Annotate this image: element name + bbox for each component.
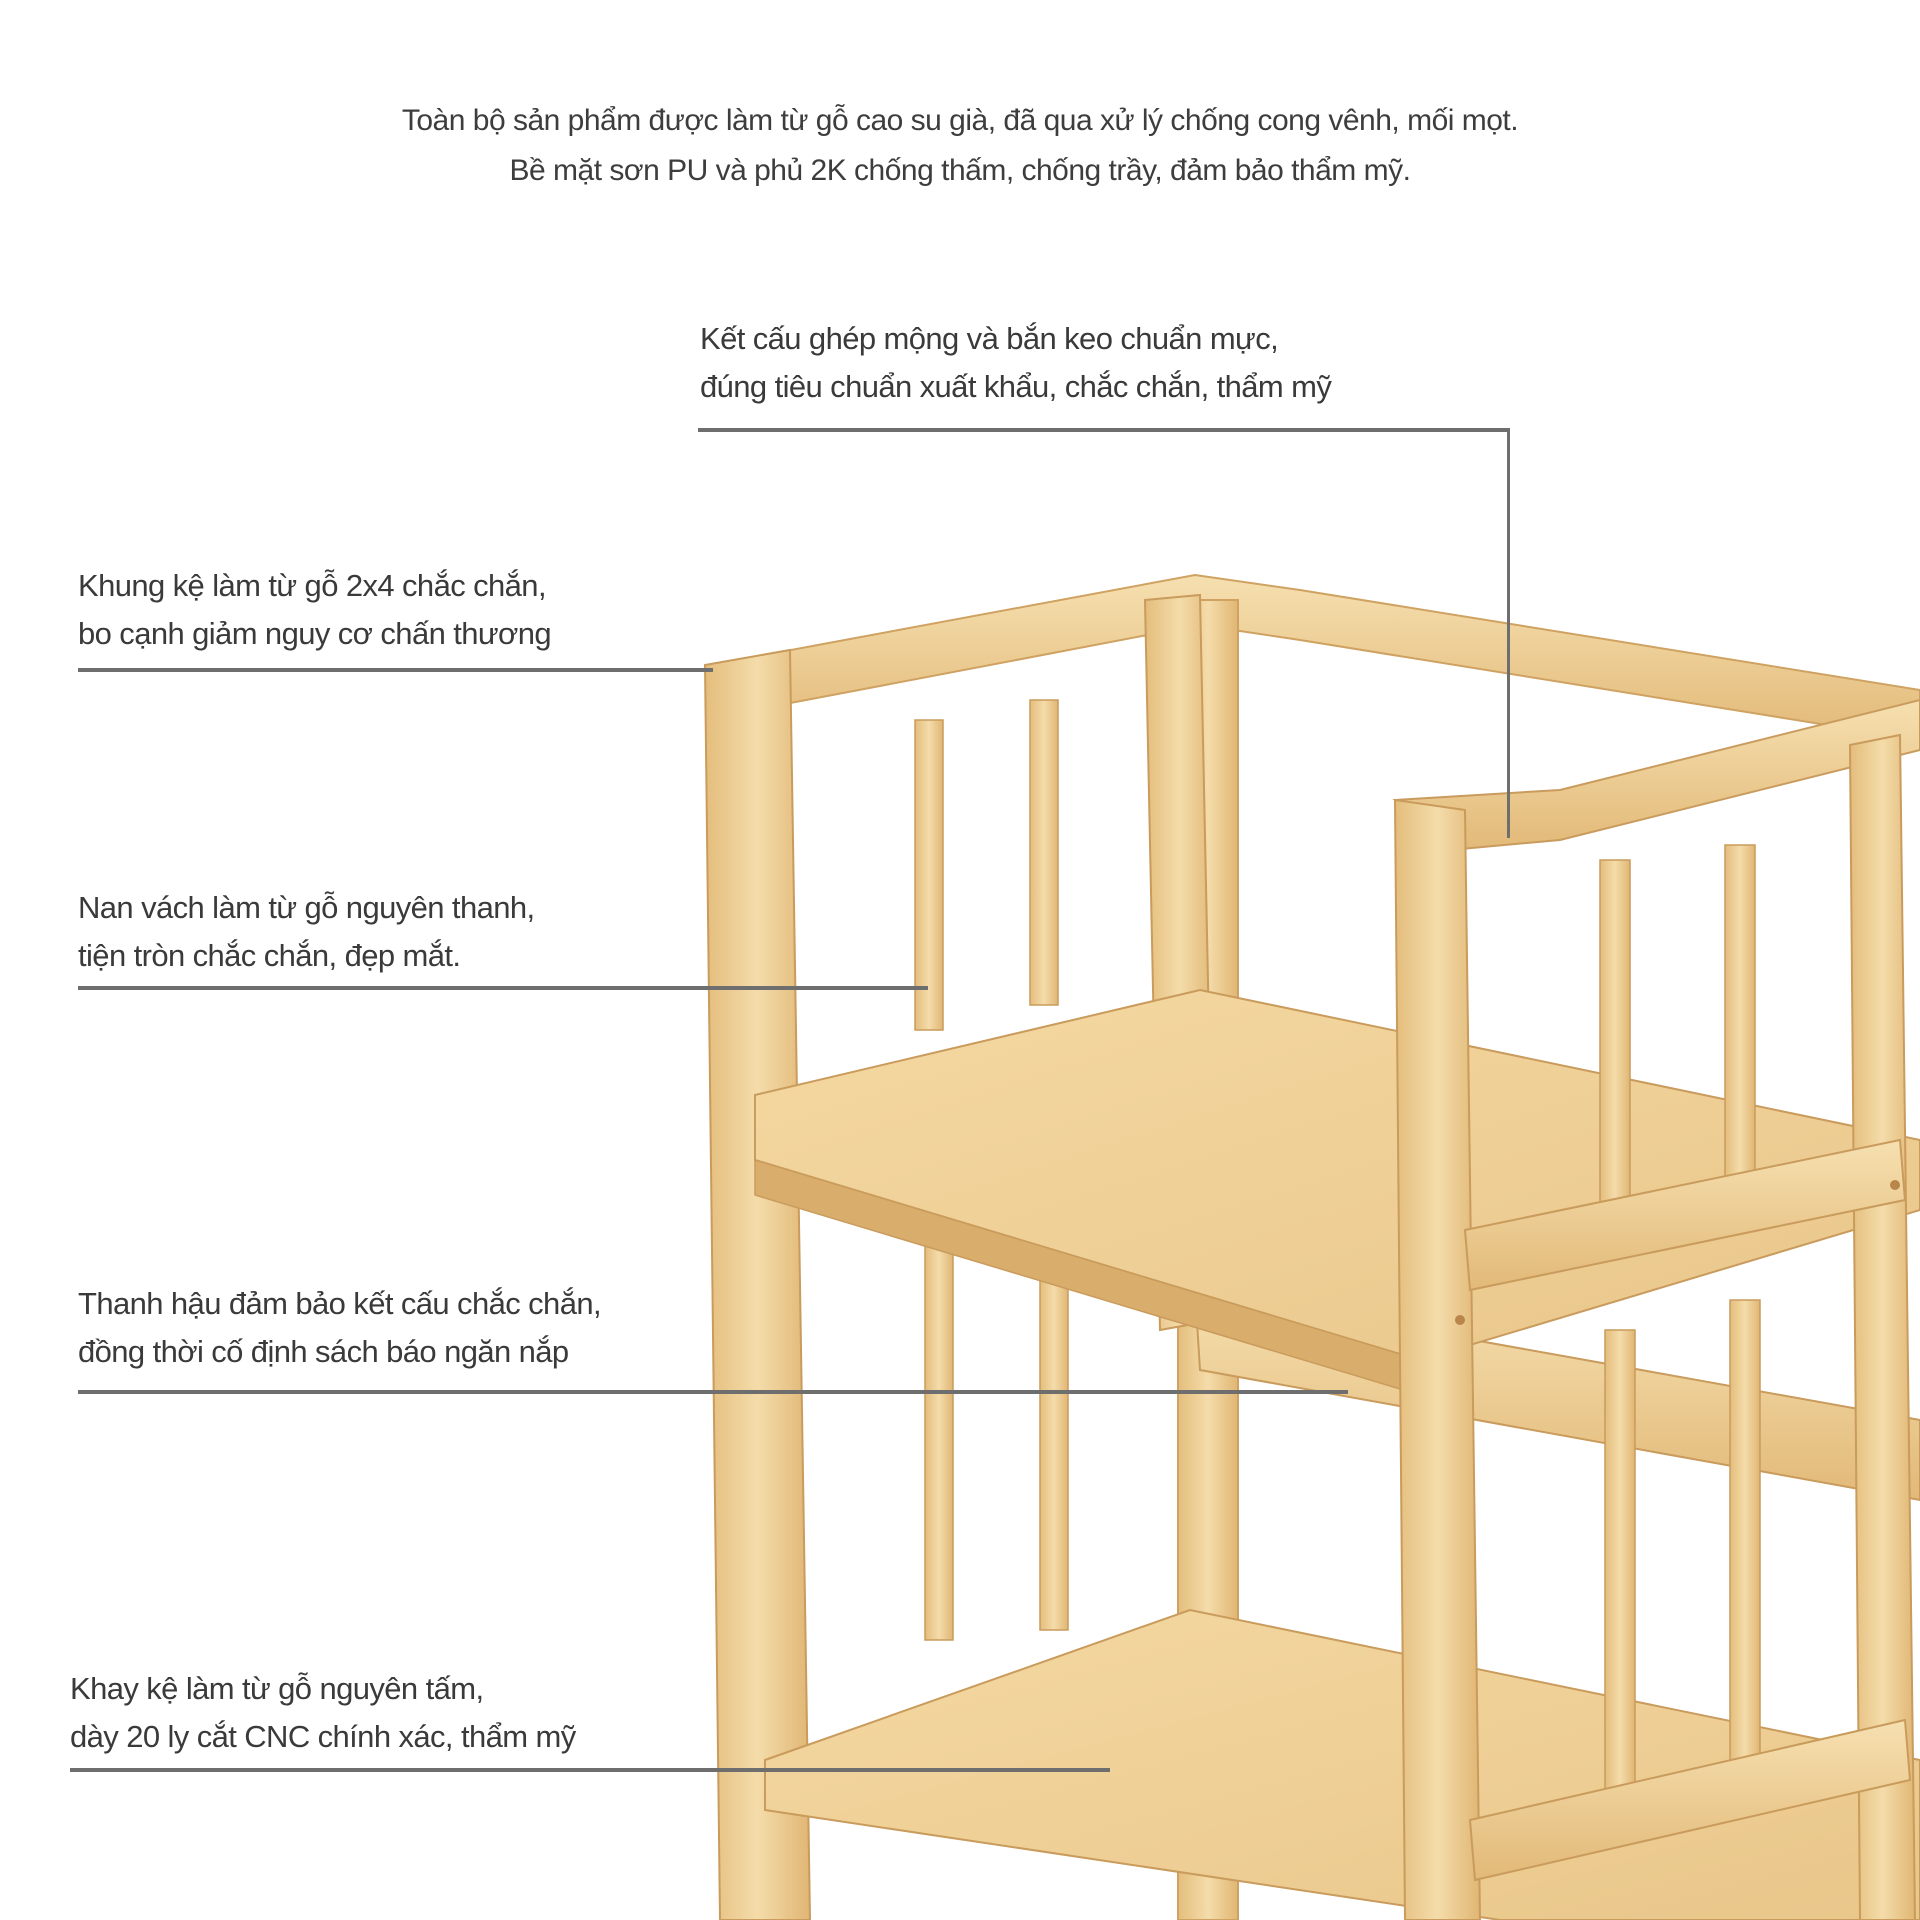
side-slat [1040, 1230, 1068, 1630]
callout-tray [70, 1665, 576, 1761]
front-post-left [705, 650, 810, 1920]
back-top-rail [710, 575, 1920, 740]
leader-line-joinery [698, 428, 1510, 432]
intro-line-1: Toàn bộ sản phẩm được làm từ gỗ cao su già, đã qua xử lý chống cong vênh, mối mọt. [401, 104, 1519, 137]
front-post-right [1395, 800, 1480, 1920]
side-slat [1030, 700, 1058, 1005]
callout-joinery [700, 315, 1331, 411]
side-slat [925, 1200, 953, 1640]
callout-tray-line-1: Khay kệ làm từ gỗ nguyên tấm, [70, 1671, 484, 1706]
callout-back-bar-line-2: đồng thời cố định sách báo ngăn nắp [78, 1334, 569, 1369]
side-slat [1725, 845, 1755, 1180]
leader-line-joinery-vertical [1507, 428, 1510, 838]
leader-line-slats [78, 986, 928, 990]
callout-frame-line-1: Khung kệ làm từ gỗ 2x4 chắc chắn, [78, 568, 546, 603]
callout-joinery-line-2: đúng tiêu chuẩn xuất khẩu, chắc chắn, thẩm mỹ [700, 369, 1332, 404]
side-slat [1730, 1300, 1760, 1770]
callout-back-bar-line-1: Thanh hậu đảm bảo kết cấu chắc chắn, [78, 1286, 601, 1321]
right-frame-top [1395, 700, 1920, 850]
callout-tray-line-2: dày 20 ly cắt CNC chính xác, thẩm mỹ [70, 1719, 576, 1754]
callout-back-bar [78, 1280, 601, 1376]
callout-slats-line-1: Nan vách làm từ gỗ nguyên thanh, [78, 890, 535, 925]
leader-line-tray [70, 1768, 1110, 1772]
intro-text [0, 96, 1920, 196]
callout-slats [78, 884, 535, 980]
side-slat [1605, 1330, 1635, 1810]
side-slat [1600, 860, 1630, 1220]
intro-line-2: Bề mặt sơn PU và phủ 2K chống thấm, chống trầy, đảm bảo thẩm mỹ. [509, 154, 1411, 187]
leader-line-back-bar [78, 1390, 1348, 1394]
leader-line-frame [78, 668, 713, 672]
callout-frame [78, 562, 551, 658]
side-slat [915, 720, 943, 1030]
callout-frame-line-2: bo cạnh giảm nguy cơ chấn thương [78, 616, 552, 651]
callout-slats-line-2: tiện tròn chắc chắn, đẹp mắt. [78, 938, 461, 973]
callout-joinery-line-1: Kết cấu ghép mộng và bắn keo chuẩn mực, [700, 321, 1279, 356]
